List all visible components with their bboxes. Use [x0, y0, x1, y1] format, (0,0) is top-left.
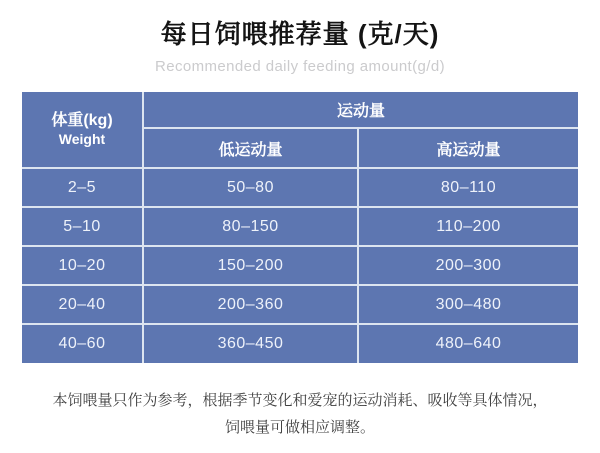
- weight-range-cell: 2–5: [22, 168, 143, 207]
- high-exercise-header-cell: 高运动量: [358, 128, 578, 168]
- low-exercise-amount-cell: 360–450: [143, 324, 358, 363]
- footnote-line2: 饲喂量可做相应调整。: [224, 419, 375, 436]
- table-row: [22, 168, 578, 207]
- table-row: [22, 207, 578, 246]
- low-exercise-amount-cell: 150–200: [143, 246, 358, 285]
- high-exercise-amount-cell: 300–480: [358, 285, 578, 324]
- table-row: [22, 324, 578, 363]
- low-exercise-amount-cell: 50–80: [143, 168, 358, 207]
- footnote: [0, 387, 600, 441]
- high-exercise-amount-cell: 200–300: [358, 246, 578, 285]
- low-exercise-header-cell: 低运动量: [143, 128, 358, 168]
- low-exercise-amount-cell: 200–360: [143, 285, 358, 324]
- exercise-group-header-cell: 运动量: [143, 92, 578, 128]
- table-row: [22, 246, 578, 285]
- high-exercise-amount-cell: 80–110: [358, 168, 578, 207]
- feeding-table: [22, 92, 578, 363]
- table-row: [22, 285, 578, 324]
- table-header-group-row: [22, 92, 578, 128]
- low-exercise-amount-cell: 80–150: [143, 207, 358, 246]
- weight-header-cell: [22, 92, 143, 168]
- high-exercise-amount-cell: 110–200: [358, 207, 578, 246]
- high-exercise-amount-cell: 480–640: [358, 324, 578, 363]
- weight-header-zh-label: 体重(kg): [51, 112, 113, 129]
- weight-header-en-label: Weight: [58, 131, 106, 147]
- footnote-line1: 本饲喂量只作为参考，根据季节变化和爱宠的运动消耗、吸收等具体情况，: [52, 392, 548, 409]
- weight-range-cell: 40–60: [22, 324, 143, 363]
- page-subtitle: Recommended daily feeding amount(g/d): [155, 58, 445, 75]
- weight-range-cell: 5–10: [22, 207, 143, 246]
- page-title: 每日饲喂推荐量 (克/天): [160, 19, 440, 49]
- weight-range-cell: 20–40: [22, 285, 143, 324]
- weight-range-cell: 10–20: [22, 246, 143, 285]
